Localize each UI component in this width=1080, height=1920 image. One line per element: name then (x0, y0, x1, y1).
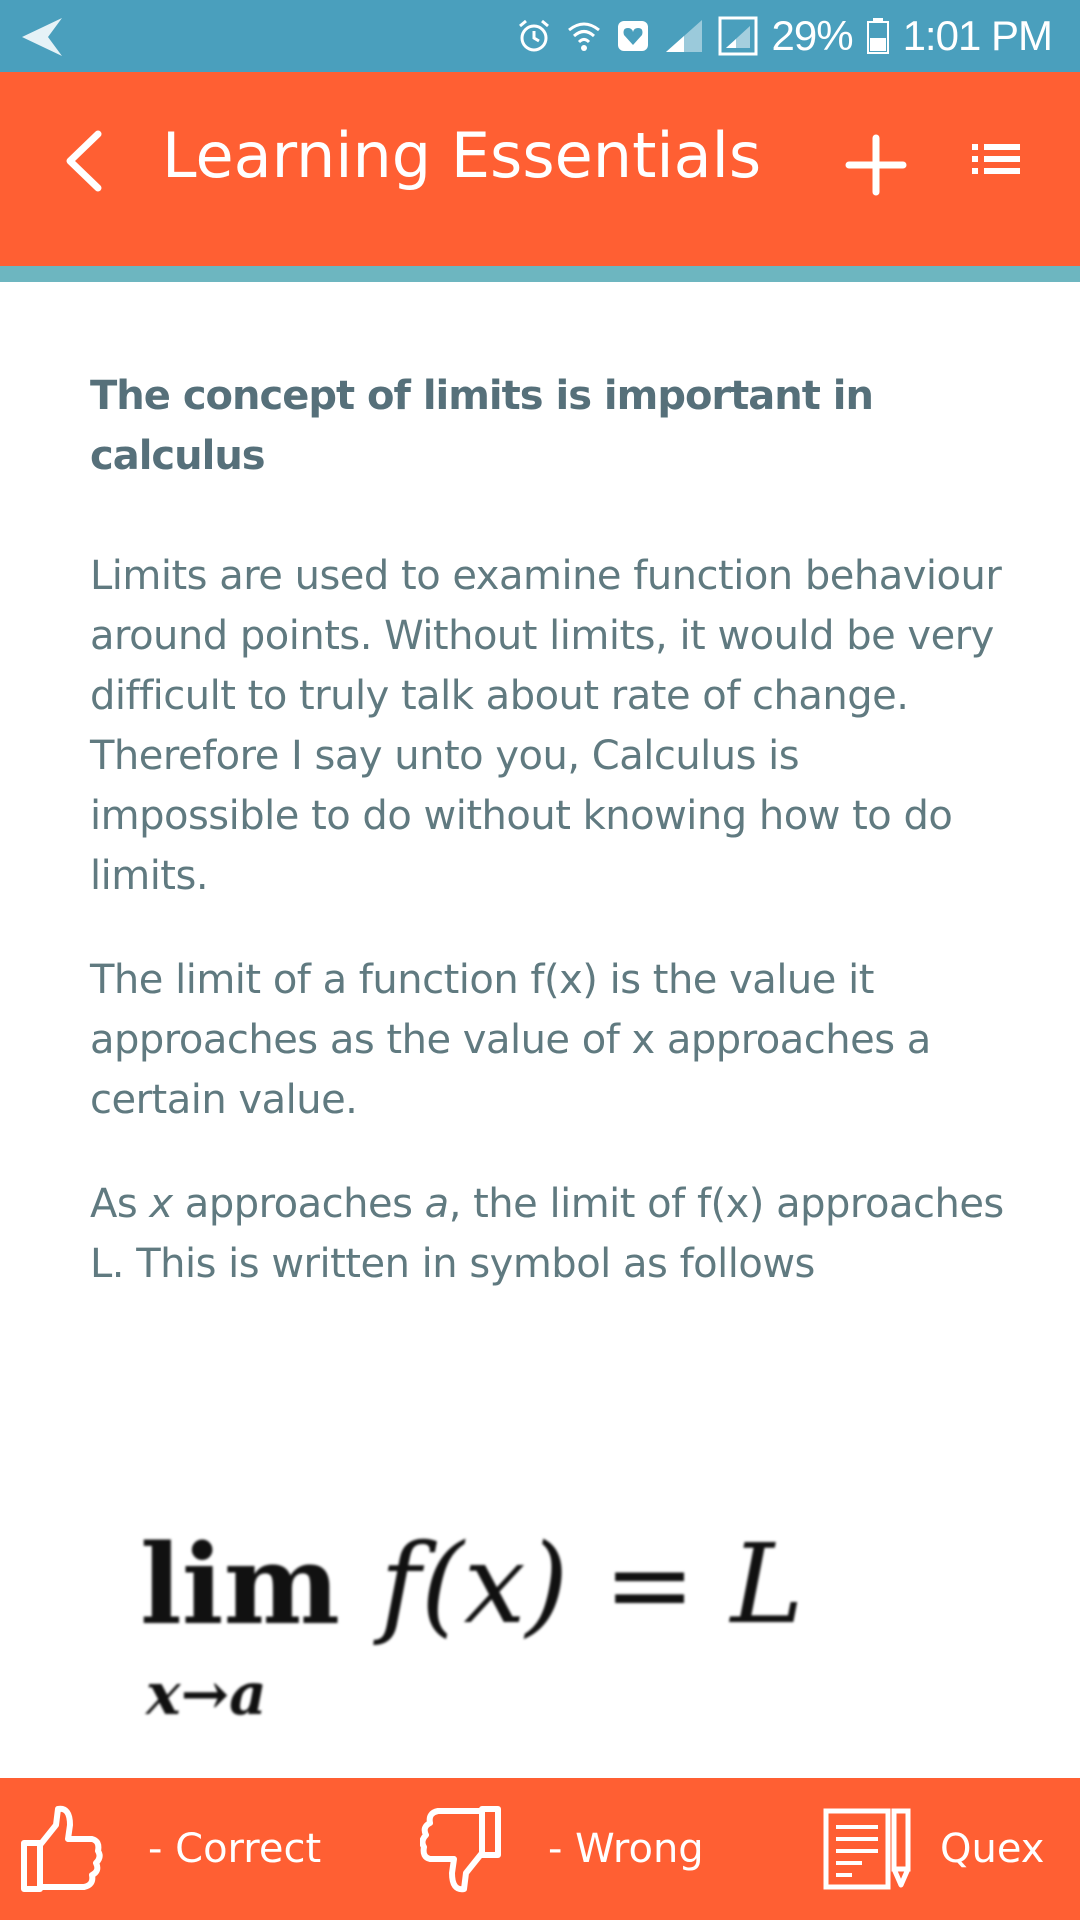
correct-button[interactable] (18, 1778, 321, 1920)
formula-lim: lim (140, 1520, 340, 1649)
p3-text-3: , the limit of f(x) approaches L. This is written in symbol as follows (90, 1181, 1004, 1287)
formula-subscript: x→a (146, 1660, 267, 1728)
p3-var-a: a (424, 1181, 449, 1227)
app-bar-accent-line (0, 266, 1080, 282)
wrong-button[interactable] (420, 1778, 704, 1920)
formula-expression: f(x) = L (380, 1520, 804, 1648)
thumbs-up-icon (18, 1803, 104, 1895)
p3-var-x: x (149, 1181, 173, 1227)
quex-label: Quex (940, 1826, 1045, 1872)
thumbs-down-icon (420, 1803, 504, 1895)
p3-text-2: approaches (172, 1181, 425, 1227)
limit-formula-image (140, 1510, 940, 1740)
wrong-label: - Wrong (548, 1826, 704, 1872)
article-content (90, 366, 1010, 1338)
article-heading: The concept of limits is important in calculus (90, 373, 873, 479)
quex-button[interactable] (822, 1778, 1044, 1920)
article-paragraph-1: Limits are used to examine function behaviour around points. Without limits, it would be very difficult to truly talk about rate of change. Therefore I say unto you, Calculus is impossible to do without knowing how to do limits. (90, 553, 1002, 899)
article-paragraph-3 (90, 1174, 1010, 1294)
health-heart-icon (616, 19, 650, 53)
app-bar (0, 72, 1080, 266)
add-icon[interactable] (843, 132, 909, 198)
status-bar (0, 0, 1080, 72)
notepad-pencil-icon (822, 1807, 914, 1891)
status-icons (516, 0, 1052, 72)
battery-percent: 29% (771, 12, 853, 59)
signal-icon (664, 18, 704, 54)
signal-box-icon (718, 16, 758, 56)
list-menu-icon[interactable] (970, 136, 1022, 188)
battery-icon (867, 18, 889, 54)
article-paragraph-2: The limit of a function f(x) is the value it approaches as the value of x approaches a certain value. (90, 957, 931, 1123)
alarm-icon (516, 18, 552, 54)
correct-label: - Correct (148, 1826, 322, 1872)
page-title: Learning Essentials (162, 119, 762, 192)
wifi-icon (566, 18, 602, 54)
back-chevron-icon[interactable] (58, 128, 108, 194)
p3-text-1: As (90, 1181, 150, 1227)
bottom-action-bar (0, 1778, 1080, 1920)
navigation-back-icon[interactable] (18, 16, 66, 58)
clock: 1:01 PM (902, 12, 1052, 59)
